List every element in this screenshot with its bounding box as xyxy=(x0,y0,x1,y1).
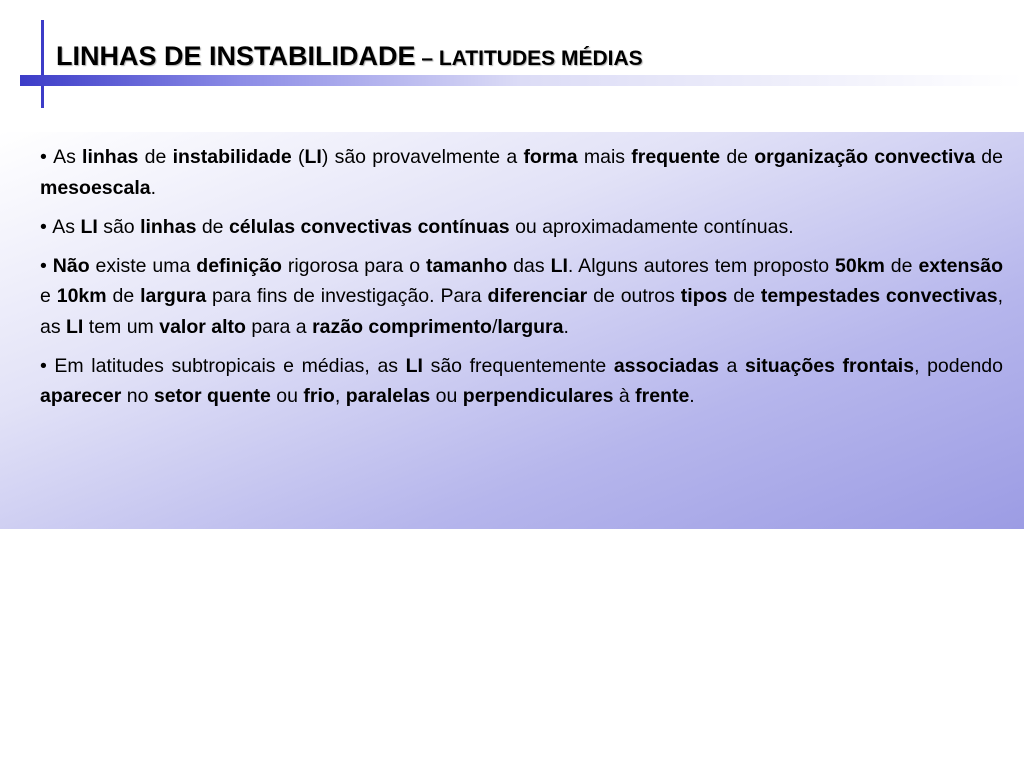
title-separator: – xyxy=(415,47,439,70)
bold-text: largura xyxy=(140,285,207,307)
bold-text: frio xyxy=(303,385,335,407)
text: . xyxy=(563,315,569,338)
bold-text: LI xyxy=(550,254,568,277)
text: são frequentemente xyxy=(422,354,614,377)
bold-text: instabilidade xyxy=(172,146,292,168)
bullet-item xyxy=(40,351,1003,412)
text: As xyxy=(53,146,83,168)
bold-text: perpendiculares xyxy=(462,385,614,407)
bold-text: setor quente xyxy=(153,385,271,407)
bullet-marker: • xyxy=(40,215,53,238)
text: tem um xyxy=(83,315,160,338)
text: de xyxy=(727,285,761,307)
text: a xyxy=(718,354,745,377)
title-vertical-rule xyxy=(41,20,44,108)
content-box xyxy=(0,132,1024,529)
bold-text: extensão xyxy=(918,254,1003,277)
bold-text: organização convectiva xyxy=(754,146,976,168)
slide-title xyxy=(56,43,643,70)
bold-text: tipos xyxy=(680,285,728,307)
bold-text: LI xyxy=(66,315,84,338)
text: existe uma xyxy=(89,254,197,277)
bullet-item xyxy=(40,212,1003,243)
bold-text: LI xyxy=(405,354,423,377)
text: de xyxy=(106,285,141,307)
bold-text: Não xyxy=(52,254,90,277)
text: são xyxy=(97,215,141,238)
text: mais xyxy=(577,146,632,168)
bold-text: situações frontais xyxy=(745,354,915,377)
bold-text: valor alto xyxy=(159,315,246,338)
text: para a xyxy=(245,315,313,338)
bold-text: linhas xyxy=(82,146,139,168)
text: . xyxy=(689,385,695,407)
text: , podendo xyxy=(914,354,1003,377)
text: , as xyxy=(40,285,1003,338)
bold-text: LI xyxy=(304,146,322,168)
text: no xyxy=(121,385,154,407)
text: para fins de investigação. Para xyxy=(206,285,488,307)
text: ou aproximadamente contínuas. xyxy=(509,215,794,238)
text: de xyxy=(196,215,229,238)
text: ou xyxy=(270,385,304,407)
bold-text: associadas xyxy=(613,354,719,377)
text: , xyxy=(334,385,346,407)
text: de outros xyxy=(587,285,681,307)
title-main: LINHAS DE INSTABILIDADE xyxy=(56,41,416,71)
bullet-marker: • xyxy=(40,354,55,377)
text: rigorosa para o xyxy=(281,254,426,277)
bullet-marker: • xyxy=(40,146,54,168)
text: . Alguns autores tem proposto xyxy=(567,254,835,277)
bold-text: diferenciar xyxy=(487,285,588,307)
bullet-item xyxy=(40,251,1003,343)
bold-text: 10km xyxy=(56,285,107,307)
text: . xyxy=(150,176,157,199)
title-subtitle: LATITUDES MÉDIAS xyxy=(438,47,643,70)
text: ( xyxy=(291,146,305,168)
bold-text: LI xyxy=(80,215,98,238)
text: As xyxy=(52,215,81,238)
bold-text: definição xyxy=(196,254,282,277)
text: / xyxy=(491,315,498,338)
bullet-item xyxy=(40,142,1003,203)
bold-text: mesoescala xyxy=(40,176,151,199)
text: Em latitudes subtropicais e médias, as xyxy=(54,354,406,377)
bold-text: tamanho xyxy=(425,254,508,277)
text: de xyxy=(884,254,919,277)
bold-text: frequente xyxy=(631,146,721,168)
bold-text: aparecer xyxy=(40,385,122,407)
text: ou xyxy=(430,385,463,407)
bold-text: 50km xyxy=(835,254,885,277)
bold-text: largura xyxy=(497,315,564,338)
bold-text: forma xyxy=(523,146,578,168)
bold-text: paralelas xyxy=(345,385,431,407)
bold-text: células convectivas contínuas xyxy=(228,215,510,238)
text: de xyxy=(138,146,173,168)
title-horizontal-rule xyxy=(20,75,1024,86)
text: de xyxy=(720,146,755,168)
bold-text: linhas xyxy=(140,215,197,238)
text: de xyxy=(975,146,1003,168)
text: e xyxy=(40,285,57,307)
bold-text: razão comprimento xyxy=(312,315,492,338)
text: à xyxy=(613,385,636,407)
bullet-marker: • xyxy=(40,254,53,277)
text: das xyxy=(507,254,551,277)
bold-text: tempestades convectivas xyxy=(760,285,998,307)
bold-text: frente xyxy=(635,385,690,407)
text: ) são provavelmente a xyxy=(321,146,524,168)
